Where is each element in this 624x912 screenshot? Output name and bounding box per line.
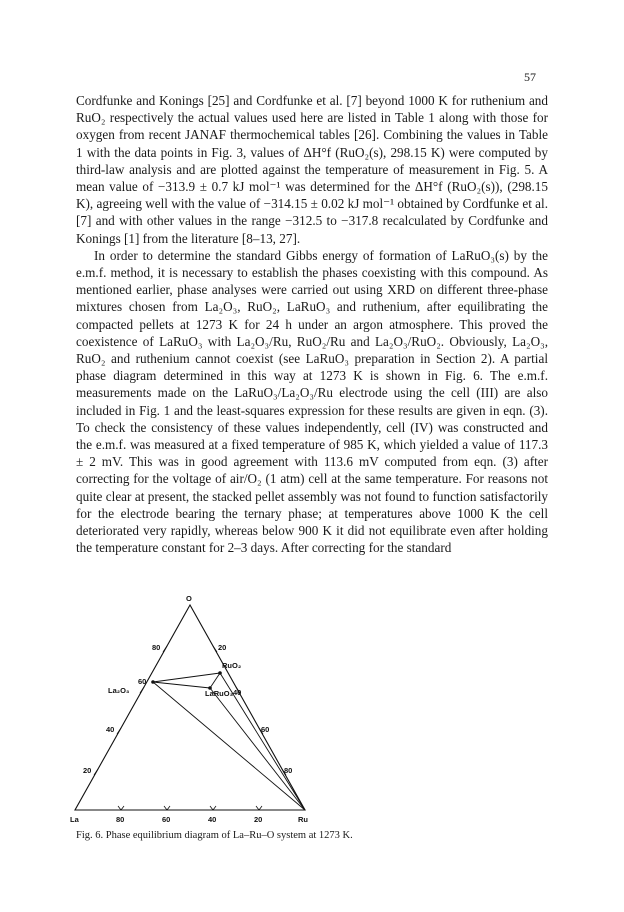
bottom-tick-label: 60: [162, 815, 171, 824]
figure-caption: Fig. 6. Phase equilibrium diagram of La–Ru–O system at 1273 K.: [76, 830, 353, 841]
right-tick-label: 40: [233, 688, 242, 697]
vertex-label-la: La: [70, 815, 79, 824]
phase-diagram-figure: [60, 590, 500, 830]
ruo2-point: [218, 671, 222, 675]
tie-line: [153, 673, 220, 682]
phase-label-ruo2: RuO₂: [222, 661, 242, 670]
phase-label-la2o3: La₂O₃: [108, 686, 130, 695]
right-tick-label: 80: [284, 766, 293, 775]
left-tick-label: 40: [106, 725, 115, 734]
tie-line: [210, 688, 305, 810]
right-tick-label: 20: [218, 643, 227, 652]
left-tick-label: 80: [152, 643, 161, 652]
tie-line: [153, 682, 305, 810]
body-text: [76, 92, 548, 556]
tie-line: [210, 673, 220, 688]
paragraph: Cordfunke and Konings [25] and Cordfunke et al. [7] beyond 1000 K for ruthenium and RuO₂ respectively the actual values used here are listed in Table 1 along with those for oxygen from recent JANAF thermochemical tables [26]. Combining the values in Table 1 with the data points in Fig. 3, values of ΔH°f (RuO₂(s), 298.15 K) were computed by third-law analysis and are plotted against the temperature of measurement in Fig. 5. A mean value of −313.9 ± 0.7 kJ mol⁻¹ was determined for the ΔH°f (RuO₂(s)), (298.15 K), agreeing well with the value of −314.15 ± 0.02 kJ mol⁻¹ obtained by Cordfunke et al. [7] and with other values in the range −312.5 to −317.8 recalculated by Cordfunke and Konings [1] from the literature [8–13, 27].: [76, 93, 548, 246]
vertex-label-ru: Ru: [298, 815, 308, 824]
bottom-tick-label: 20: [254, 815, 263, 824]
tick-marks: [94, 646, 286, 810]
phase-diagram: [60, 590, 500, 830]
la2o3-point: [151, 680, 155, 684]
tie-line: [153, 682, 210, 688]
right-tick-label: 60: [261, 725, 270, 734]
left-tick-label: 20: [83, 766, 92, 775]
bottom-tick-label: 40: [208, 815, 217, 824]
bottom-tick-label: 80: [116, 815, 125, 824]
ternary-triangle: [75, 605, 305, 810]
phase-label-laruo3: LaRuO₃: [205, 689, 234, 698]
page-number: 57: [524, 70, 536, 84]
left-tick-label: 60: [138, 677, 147, 686]
paragraph: In order to determine the standard Gibbs energy of formation of LaRuO₃(s) by the e.m.f. method, it is necessary to establish the phases coexisting with this compound. As mentioned earlier, phase analyses were carried out using XRD on different three-phase mixtures chosen from La₂O₃, RuO₂, LaRuO₃ and ruthenium, after equilibrating the compacted pellets at 1273 K for 24 h under an argon atmosphere. This proved the coexistence of LaRuO₃ with La₂O₃/Ru, RuO₂/Ru and La₂O₃/RuO₂. Obviously, La₂O₃, RuO₂ and ruthenium cannot coexist (see LaRuO₃ preparation in Section 2). A partial phase diagram determined in this way at 1273 K is shown in Fig. 6. The e.m.f. measurements made on the LaRuO₃/La₂O₃/Ru electrode using the cell (III) are also included in Fig. 1 and the least-squares expression for these results are given in eqn. (3). To check the consistency of these values independently, cell (IV) was constructed and the e.m.f. was measured at a fixed temperature of 985 K, which yielded a value of 117.3 ± 2 mV. This was in good agreement with 113.6 mV computed from eqn. (3) after correcting for the voltage of air/O₂ (1 atm) cell at the same temperature. For reasons not quite clear at present, the stacked pellet assembly was not found to function satisfactorily for the electrode bearing the ternary phase; at temperatures above 1000 K the cell deteriorated very rapidly, whereas below 900 K it did not equilibrate even after holding the temperature constant for 2–3 days. After correcting for the standard: [76, 247, 548, 556]
vertex-label-o: O: [186, 594, 192, 603]
